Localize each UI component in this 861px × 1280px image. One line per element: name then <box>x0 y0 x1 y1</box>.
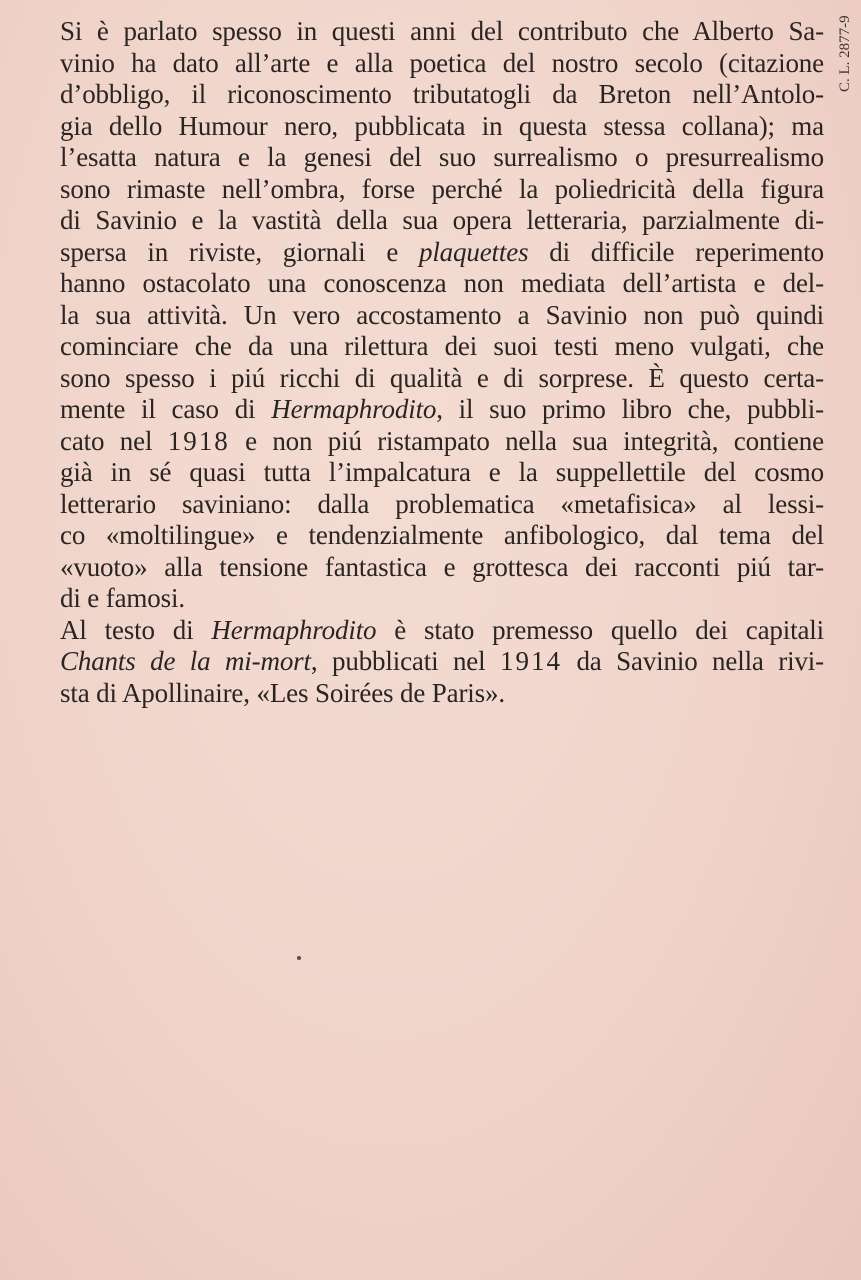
text-line: hanno ostacolato una conoscenza non mediata dell’artista e del- <box>60 268 824 298</box>
text-run: mente il caso di <box>60 394 272 424</box>
text-line: già in sé quasi tutta l’impalcatura e la suppellettile del cosmo <box>60 457 824 487</box>
text-line: di e famosi. <box>60 583 185 613</box>
italic-title-hermaphrodito: Hermaphrodito <box>211 614 377 645</box>
text-run: di difficile reperimento <box>528 236 824 267</box>
paragraph-1 <box>60 16 824 615</box>
back-cover-text <box>60 16 824 709</box>
text-run: è stato premesso quello dei capitali <box>376 614 824 645</box>
text-line: sta di Apollinaire, «Les Soirées de Paris». <box>60 677 505 708</box>
year-1918: 1918 <box>167 425 230 456</box>
text-line: letterario saviniano: dalla problematica «metafisica» al lessi- <box>60 488 824 519</box>
text-line: gia dello Humour nero, pubblicata in questa stessa collana); ma <box>60 110 824 141</box>
text-line <box>60 394 824 426</box>
text-run: e non piú ristampato nella sua integrità, contiene <box>229 425 824 456</box>
text-line <box>60 646 824 678</box>
text-line: co «moltilingue» e tendenzialmente anfibologico, dal tema del <box>60 520 824 550</box>
text-run: , il suo primo libro che, pubbli- <box>436 394 824 424</box>
text-line: vinio ha dato all’arte e alla poetica del nostro secolo (citazione <box>60 47 824 78</box>
paragraph-2 <box>60 615 824 710</box>
text-line: «vuoto» alla tensione fantastica e grottesca dei racconti piú tar- <box>60 551 824 582</box>
text-line: sono spesso i piú ricchi di qualità e di sorprese. È questo certa- <box>60 362 824 393</box>
text-line: la sua attività. Un vero accostamento a Savinio non può quindi <box>60 299 824 330</box>
text-line: l’esatta natura e la genesi del suo surrealismo o presurrealismo <box>60 142 824 172</box>
text-line: di Savinio e la vastità della sua opera letteraria, parzialmente di- <box>60 205 824 235</box>
italic-title-plaquettes: plaquettes <box>418 236 529 267</box>
text-line: sono rimaste nell’ombra, forse perché la poliedricità della figura <box>60 173 824 204</box>
text-line: cominciare che da una rilettura dei suoi testi meno vulgati, che <box>60 331 824 361</box>
side-catalog-code: C. L. 2877-9 <box>837 15 853 92</box>
text-run: spersa in riviste, giornali e <box>60 236 419 267</box>
italic-title-chants: Chants de la mi-mort <box>60 646 311 676</box>
text-line <box>60 426 824 458</box>
italic-title-hermaphrodito: Hermaphrodito <box>271 394 437 424</box>
paper-speck <box>297 956 301 960</box>
text-run: da Savinio nella rivi- <box>561 646 824 676</box>
text-line: Si è parlato spesso in questi anni del contributo che Alberto Sa- <box>60 16 824 46</box>
text-line <box>60 615 824 647</box>
text-run: cato nel <box>60 425 168 456</box>
text-line <box>60 237 824 269</box>
text-line: d’obbligo, il riconoscimento tributatogli da Breton nell’Antolo- <box>60 79 824 109</box>
text-run: Al testo di <box>60 614 212 645</box>
text-run: , pubblicati nel <box>310 646 500 676</box>
year-1914: 1914 <box>499 646 562 676</box>
